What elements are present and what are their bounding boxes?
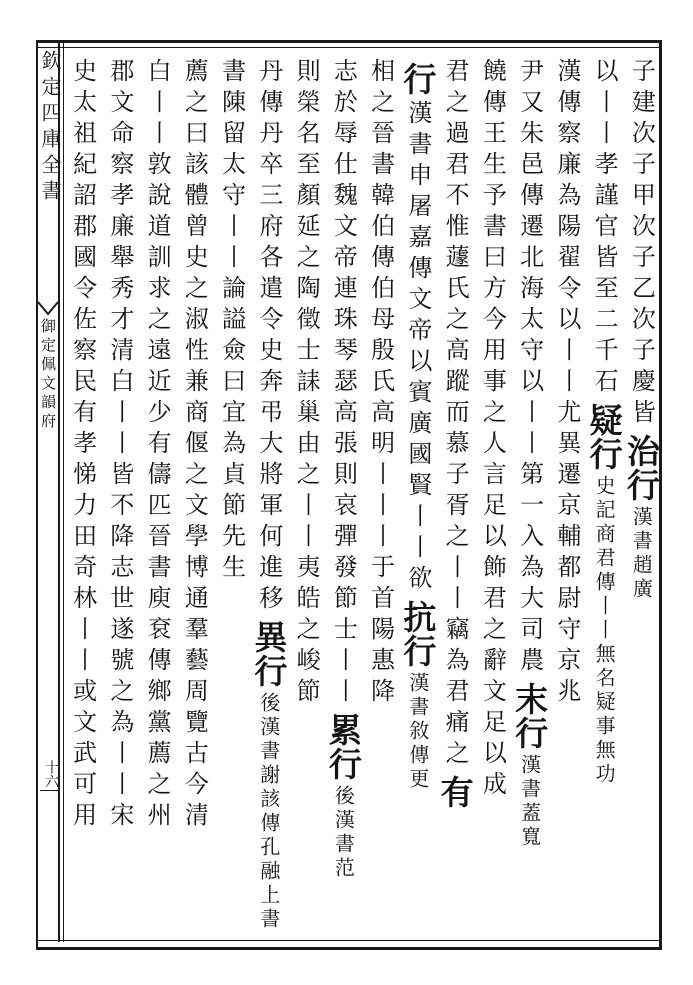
text-column (621, 58, 661, 933)
entry-heading: 末行 (510, 682, 550, 750)
bottom-rule (36, 940, 662, 941)
text-column (179, 58, 209, 933)
text-column (477, 58, 507, 933)
text-column (217, 58, 247, 933)
body-text: 漢書申屠嘉傳文帝以賓廣國賢丨丨欲 (403, 100, 432, 596)
body-text: 丹傳丹卒三府各遣令史奔弔大將軍何進移 (254, 58, 283, 616)
citation-note: 漢書敘傳更 (405, 672, 430, 792)
text-column (584, 58, 624, 933)
body-text: 白丨丨敦說道訓求之遠近少有儔匹晉書庾袞傳鄉黨薦之州 (143, 58, 172, 833)
text-column (398, 58, 438, 933)
text-column (435, 58, 475, 933)
citation-note: 漢書蓋寬 (517, 754, 542, 850)
text-column (552, 58, 582, 933)
text-column (105, 58, 135, 933)
body-text: 薦之曰該體曾史之淑性兼商偃之文學博通羣藝周覽古今清 (180, 58, 209, 833)
body-text: 史太祖紀詔郡國令佐察民有孝悌力田奇林丨丨或文武可用 (68, 58, 97, 833)
citation-note: 史記商君傳丨丨無名疑事無功 (592, 475, 617, 787)
fish-tail-mark (36, 300, 60, 318)
body-text: 尹又朱邑傳遷北海太守以丨丨第一入為大司農 (515, 58, 544, 678)
page-number: 十六 (43, 760, 59, 788)
body-text: 君之過君不惟蘧氏之高蹤而慕子胥之丨丨竊為君痛之 (441, 58, 470, 771)
text-column (249, 58, 289, 933)
top-rule (36, 47, 662, 48)
body-text: 饒傳王生予書曰方今用事之人言足以飾君之辭文足以成 (478, 58, 507, 802)
entry-heading: 累行 (323, 713, 363, 781)
body-text: 子建次子甲次子乙次子慶皆 (627, 58, 656, 430)
page-number-rule (40, 790, 58, 791)
citation-note: 後漢書范 (331, 785, 356, 881)
book-subtitle: 御定佩文韻府 (39, 318, 57, 432)
entry-heading: 有 (435, 775, 475, 809)
body-text: 相之晉書韓伯傳伯母殷氏高明丨丨丨于首陽惠降 (366, 58, 395, 709)
text-column (366, 58, 396, 933)
margin-rule-inner (63, 42, 64, 942)
citation-note: 漢書趙廣 (629, 506, 654, 602)
entry-heading: 抗行 (398, 600, 438, 668)
body-text: 志於辱仕魏文帝連珠琴瑟高張則哀彈發節士丨丨 (329, 58, 358, 709)
entry-heading: 異行 (249, 620, 289, 688)
text-column (291, 58, 321, 933)
text-column (323, 58, 363, 933)
citation-note: 後漢書謝該傳孔融上書 (256, 692, 281, 932)
text-column (68, 58, 98, 933)
text-column (510, 58, 550, 933)
body-text: 郡文命察孝廉舉秀才清白丨丨皆不降志世遂號之為丨丨宋 (105, 58, 134, 833)
body-text: 以丨丨孝謹官皆至二千石 (590, 58, 619, 399)
entry-heading: 行 (398, 62, 438, 96)
entry-heading: 治行 (621, 434, 661, 502)
body-text: 書陳留太守丨丨論謚僉曰宜為貞節先生 (217, 58, 246, 585)
body-text: 漢傳察廉為陽翟令以丨丨尤異遷京輔都尉守京兆 (552, 58, 581, 709)
entry-heading: 疑行 (584, 403, 624, 471)
text-column (142, 58, 172, 933)
body-text: 則榮名至顏延之陶徵士誄巢由之丨丨夷皓之峻節 (292, 58, 321, 709)
book-title: 欽定四庫全書 (38, 50, 62, 206)
